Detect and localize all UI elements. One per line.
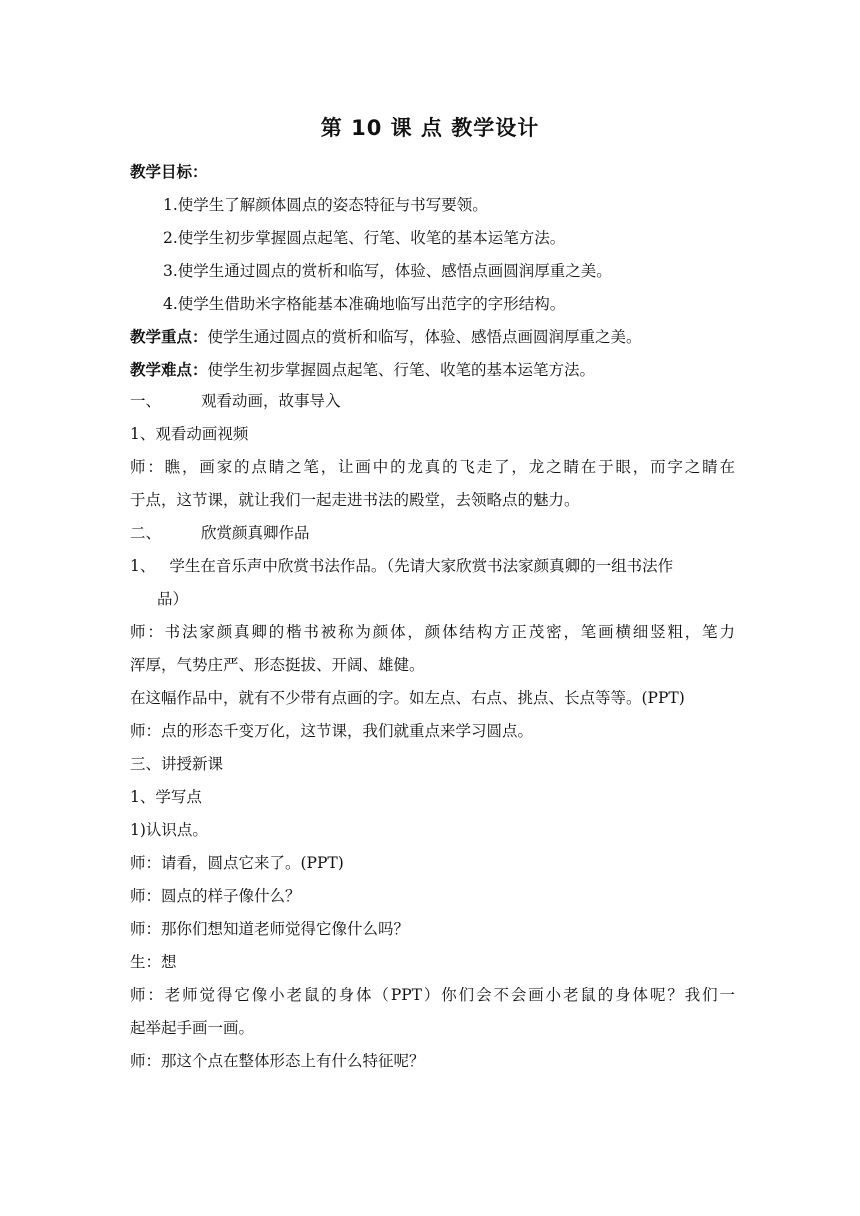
section-title: 欣赏颜真卿作品	[201, 524, 310, 542]
paragraph-line: 师：书法家颜真卿的楷书被称为颜体，颜体结构方正茂密，笔画横细竖粗，笔力	[130, 623, 735, 641]
paragraph-line: 师：瞧，画家的点睛之笔，让画中的龙真的飞走了，龙之睛在于眼，而字之睛在	[130, 458, 735, 476]
difficulty-point	[130, 358, 735, 382]
objective-item: 2.使学生初步掌握圆点起笔、行笔、收笔的基本运笔方法。	[163, 229, 566, 247]
key-point-label: 教学重点：	[130, 328, 208, 346]
objectives-label: 教学目标：	[130, 163, 208, 181]
paragraph-line: 品）	[157, 590, 189, 608]
paragraph-line: 1、观看动画视频	[130, 425, 249, 443]
paragraph-line: 师：请看，圆点它来了。(PPT)	[130, 854, 344, 872]
paragraph-line: 师：老师觉得它像小老鼠的身体（PPT）你们会不会画小老鼠的身体呢？我们一	[130, 986, 735, 1004]
section-number: 一、	[130, 392, 162, 410]
objective-item: 4.使学生借助米字格能基本准确地临写出范字的字形结构。	[163, 295, 566, 313]
objective-item: 1.使学生了解颜体圆点的姿态特征与书写要领。	[163, 196, 488, 214]
section-heading: 三、讲授新课	[130, 755, 224, 773]
difficulty-text: 使学生初步掌握圆点起笔、行笔、收笔的基本运笔方法。	[207, 361, 596, 379]
list-item-number: 1、	[130, 557, 156, 575]
paragraph-line: 于点，这节课，就让我们一起走进书法的殿堂，去领略点的魅力。	[130, 491, 580, 509]
list-item	[130, 554, 735, 578]
paragraph-line: 起举起手画一画。	[130, 1019, 255, 1037]
document-title: 第 10 课 点 教学设计	[320, 116, 540, 140]
paragraph-line: 师：那你们想知道老师觉得它像什么吗？	[130, 920, 410, 938]
objective-item: 3.使学生通过圆点的赏析和临写，体验、感悟点画圆润厚重之美。	[163, 262, 612, 280]
paragraph-line: 师：点的形态千变万化，这节课，我们就重点来学习圆点。	[130, 722, 534, 740]
section-heading	[130, 389, 735, 413]
paragraph-line: 1)认识点。	[130, 821, 208, 839]
paragraph-line: 浑厚，气势庄严、形态挺拔、开阔、雄健。	[130, 656, 425, 674]
paragraph-line: 师：那这个点在整体形态上有什么特征呢？	[130, 1052, 425, 1070]
paragraph-line: 师：圆点的样子像什么？	[130, 887, 301, 905]
paragraph-line: 在这幅作品中，就有不少带有点画的字。如左点、右点、挑点、长点等等。(PPT)	[130, 689, 685, 707]
paragraph-line: 1、学写点	[130, 788, 202, 806]
key-point	[130, 325, 735, 349]
paragraph-line: 生：想	[130, 953, 177, 971]
list-item-text: 学生在音乐声中欣赏书法作品。（先请大家欣赏书法家颜真卿的一组书法作	[169, 557, 674, 575]
section-number: 二、	[130, 524, 162, 542]
difficulty-label: 教学难点：	[130, 361, 208, 379]
section-title: 观看动画，故事导入	[201, 392, 341, 410]
section-heading	[130, 521, 735, 545]
key-point-text: 使学生通过圆点的赏析和临写，体验、感悟点画圆润厚重之美。	[207, 328, 642, 346]
